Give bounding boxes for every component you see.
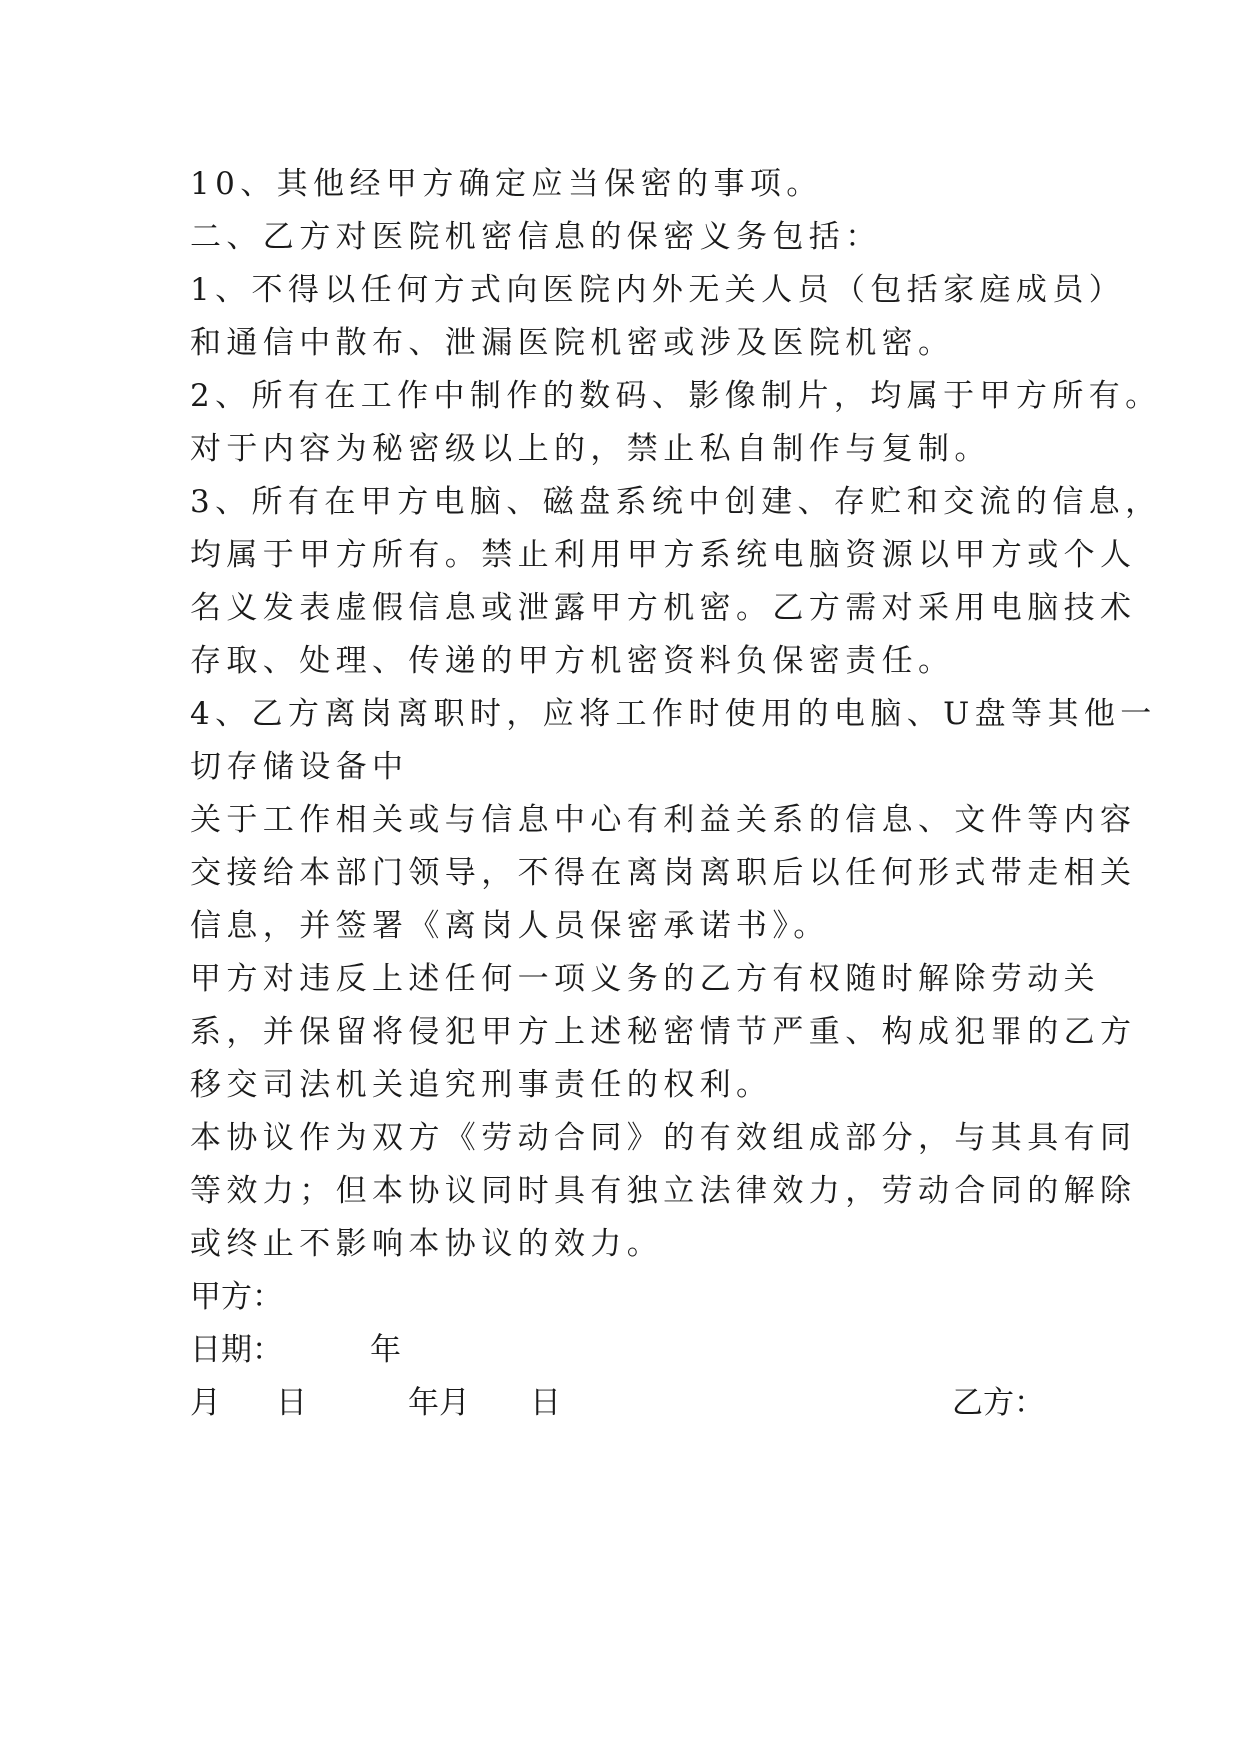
date-label: 日期： <box>190 1332 283 1368</box>
party-a-row <box>190 1271 1070 1324</box>
paragraph-line: 移交司法机关追究刑事责任的权利。 <box>190 1067 773 1103</box>
paragraph-line: 交接给本部门领导，不得在离岗离职后以任何形式带走相关 <box>190 855 1137 891</box>
party-b-label: 乙方： <box>952 1385 1045 1421</box>
paragraph-line: 2、所有在工作中制作的数码、影像制片，均属于甲方所有。 <box>190 378 1162 414</box>
paragraph-line: 二、乙方对医院机密信息的保密义务包括： <box>190 219 882 255</box>
paragraph-line: 和通信中散布、泄漏医院机密或涉及医院机密。 <box>190 325 955 361</box>
agreement-paragraphs <box>190 158 1162 1271</box>
paragraph-line: 关于工作相关或与信息中心有利益关系的信息、文件等内容 <box>190 802 1137 838</box>
party-b-year-month: 年月 <box>408 1385 470 1421</box>
paragraph-line: 均属于甲方所有。禁止利用甲方系统电脑资源以甲方或个人 <box>190 537 1137 573</box>
date-row <box>190 1324 1070 1377</box>
date-day: 日 <box>276 1385 307 1421</box>
paragraph-line: 本协议作为双方《劳动合同》的有效组成部分，与其具有同 <box>190 1120 1137 1156</box>
date-year: 年 <box>370 1332 401 1368</box>
party-b-day: 日 <box>530 1385 561 1421</box>
paragraph-line: 切存储设备中 <box>190 749 409 785</box>
paragraph-line: 对于内容为秘密级以上的，禁止私自制作与复制。 <box>190 431 991 467</box>
paragraph-line: 系，并保留将侵犯甲方上述秘密情节严重、构成犯罪的乙方 <box>190 1014 1137 1050</box>
paragraph-line: 1、不得以任何方式向医院内外无关人员（包括家庭成员） <box>190 272 1126 308</box>
date-month: 月 <box>190 1385 221 1421</box>
paragraph-line: 或终止不影响本协议的效力。 <box>190 1226 664 1262</box>
paragraph-line: 信息，并签署《离岗人员保密承诺书》。 <box>190 908 830 944</box>
paragraph-line: 4、乙方离岗离职时，应将工作时使用的电脑、U盘等其他一 <box>190 696 1157 732</box>
party-a-label: 甲方： <box>190 1279 283 1315</box>
document-body <box>190 158 1162 1430</box>
paragraph-line: 存取、处理、传递的甲方机密资料负保密责任。 <box>190 643 955 679</box>
paragraph-line: 甲方对违反上述任何一项义务的乙方有权随时解除劳动关 <box>190 961 1100 997</box>
date-continued-row <box>190 1377 1070 1430</box>
paragraph-line: 3、所有在甲方电脑、磁盘系统中创建、存贮和交流的信息， <box>190 484 1162 520</box>
paragraph-line: 等效力；但本协议同时具有独立法律效力，劳动合同的解除 <box>190 1173 1137 1209</box>
paragraph-line: 10、其他经甲方确定应当保密的事项。 <box>190 166 823 202</box>
paragraph-line: 名义发表虚假信息或泄露甲方机密。乙方需对采用电脑技术 <box>190 590 1137 626</box>
